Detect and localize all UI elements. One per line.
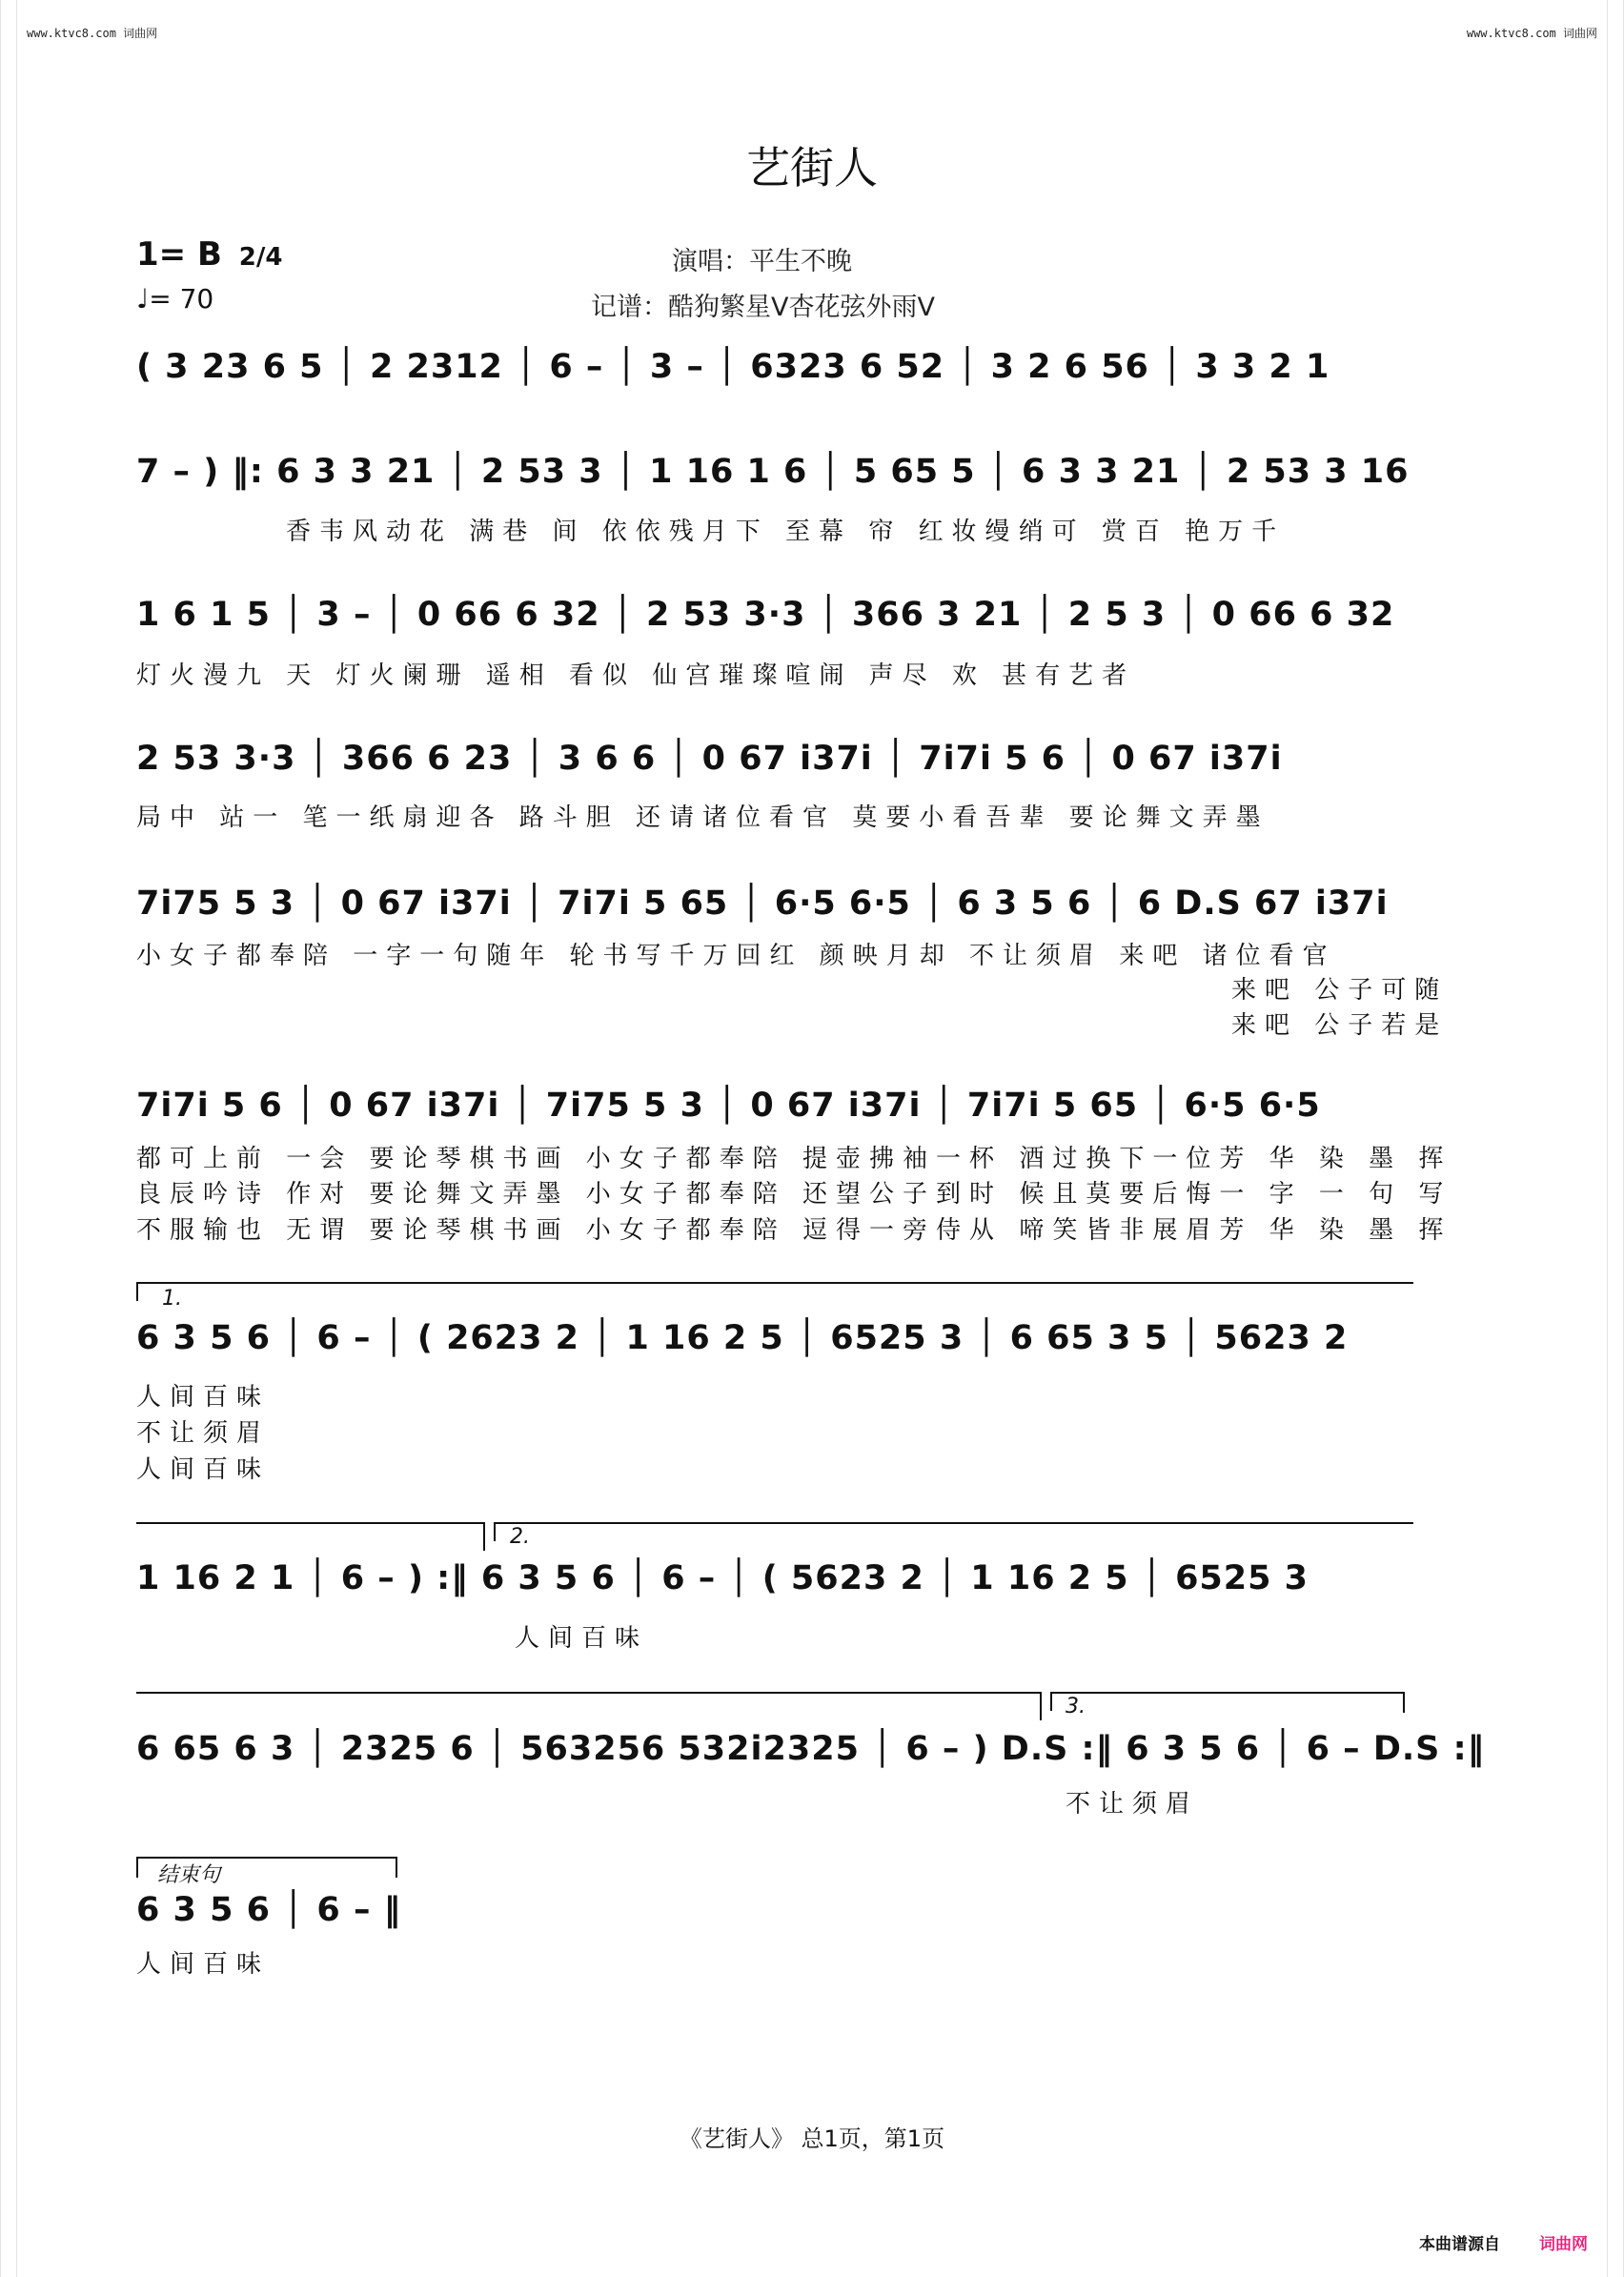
header-url-right[interactable]: www.ktvc8.com 词曲网	[1466, 27, 1597, 40]
source-label: 本曲谱源自	[1419, 2235, 1500, 2254]
lyrics-line-7: 人间百味	[136, 1383, 271, 1412]
song-title: 艺街人	[746, 142, 878, 193]
time-signature: 2/4	[238, 243, 283, 272]
score-line-5: 7i75 5 3 │ 0 67 i37i │ 7i7i 5 65 │ 6·5 6·5 │ 6 3 5 6 │ 6 D.S 67 i37i	[136, 884, 1389, 923]
score-line-4: 2 53 3·3 │ 366 6 23 │ 3 6 6 │ 0 67 i37i │ 7i7i 5 6 │ 0 67 i37i	[136, 740, 1283, 778]
volta-1-label: 1.	[162, 1287, 182, 1311]
lyrics-line-3: 灯火漫九 天 灯火阑珊 遥相 看似 仙宫璀璨喧闹 声尽 欢 甚有艺者	[136, 661, 1136, 690]
lyrics-line-6-verse-2: 良辰吟诗 作对 要论舞文弄墨 小女子都奉陪 还望公子到时 候且莫要后悔一 字 一 句 写	[136, 1180, 1452, 1209]
tempo-mark: ♩= 70	[136, 283, 214, 315]
score-line-8: 1 16 2 1 │ 6 – ) :‖ 6 3 5 6 │ 6 – │ ( 5623 2 │ 1 16 2 5 │ 6525 3	[136, 1559, 1309, 1597]
volta-2-continuation	[136, 1692, 1042, 1694]
volta-2-label: 2.	[510, 1525, 530, 1549]
left-margin-strip	[0, 0, 17, 2277]
lyrics-line-8: 人间百味	[515, 1624, 649, 1653]
score-line-3: 1 6 1 5 │ 3 – │ 0 66 6 32 │ 2 53 3·3 │ 366 3 21 │ 2 5 3 │ 0 66 6 32	[136, 596, 1395, 634]
lyrics-line-4: 局中 站一 笔一纸扇迎各 路斗胆 还请诸位看官 莫要小看吾辈 要论舞文弄墨	[136, 803, 1269, 832]
score-line-1: ( 3 23 6 5 │ 2 2312 │ 6 – │ 3 – │ 6323 6 52 │ 3 2 6 56 │ 3 3 2 1	[136, 348, 1330, 386]
page-info: 《艺街人》 总1页，第1页	[679, 2125, 945, 2152]
volta-3-bracket	[1050, 1692, 1405, 1694]
score-line-10: 6 3 5 6 │ 6 – ‖	[136, 1891, 402, 1929]
lyrics-line-2: 香韦风动花 满巷 间 依依残月下 至幕 帘 红妆缦绡可 赏百 艳万千	[286, 518, 1286, 546]
right-margin-strip	[1607, 0, 1624, 2277]
lyrics-line-7-verse-2: 不让须眉	[136, 1419, 271, 1448]
lyrics-line-9: 不让须眉	[1066, 1790, 1200, 1819]
lyrics-line-7-verse-3: 人间百味	[136, 1455, 271, 1484]
volta-2-bracket	[494, 1522, 1413, 1524]
key-signature: 1= B 2/4	[136, 235, 283, 274]
ending-label: 结束句	[157, 1863, 221, 1887]
score-line-7: 6 3 5 6 │ 6 – │ ( 2623 2 │ 1 16 2 5 │ 6525 3 │ 6 65 3 5 │ 5623 2	[136, 1319, 1349, 1357]
lyrics-line-5: 小女子都奉陪 一字一句随年 轮书写千万回红 颜映月却 不让须眉 来吧 诸位看官	[136, 942, 1336, 970]
ending-bracket-right	[396, 1857, 397, 1878]
lyrics-line-5-verse-2: 来吧 公子可随	[1231, 976, 1449, 1005]
brand-logo[interactable]: 词曲网	[1539, 2235, 1588, 2254]
score-line-2: 7 – ) ‖: 6 3 3 21 │ 2 53 3 │ 1 16 1 6 │ 5 65 5 │ 6 3 3 21 │ 2 53 3 16	[136, 453, 1410, 491]
score-line-9: 6 65 6 3 │ 2325 6 │ 563256 532i2325 │ 6 – ) D.S :‖ 6 3 5 6 │ 6 – D.S :‖	[136, 1730, 1486, 1768]
volta-1-bracket	[136, 1282, 1413, 1284]
volta-1-hook	[136, 1282, 138, 1301]
volta-2-end	[1040, 1692, 1042, 1720]
transcriber-credit: 记谱：酷狗繁星V杏花弦外雨V	[591, 293, 935, 322]
lyrics-line-6: 都可上前 一会 要论琴棋书画 小女子都奉陪 提壶拂袖一杯 酒过换下一位芳 华 染 墨 挥	[136, 1145, 1452, 1173]
ending-bracket-left	[136, 1857, 138, 1878]
score-line-6: 7i7i 5 6 │ 0 67 i37i │ 7i75 5 3 │ 0 67 i37i │ 7i7i 5 65 │ 6·5 6·5	[136, 1087, 1321, 1125]
volta-3-hook	[1050, 1692, 1052, 1711]
lyrics-line-10: 人间百味	[136, 1950, 271, 1979]
volta-3-end	[1403, 1692, 1405, 1713]
volta-1-continuation	[136, 1522, 485, 1524]
volta-3-label: 3.	[1066, 1695, 1086, 1718]
lyrics-line-6-verse-3: 不服输也 无谓 要论琴棋书画 小女子都奉陪 逗得一旁侍从 啼笑皆非展眉芳 华 染 墨 挥	[136, 1216, 1452, 1245]
singer-credit: 演唱：平生不晚	[672, 247, 852, 276]
lyrics-line-5-verse-3: 来吧 公子若是	[1231, 1011, 1449, 1040]
volta-1-end	[483, 1522, 485, 1551]
volta-2-hook	[494, 1522, 496, 1541]
header-url-left[interactable]: www.ktvc8.com 词曲网	[27, 27, 158, 40]
